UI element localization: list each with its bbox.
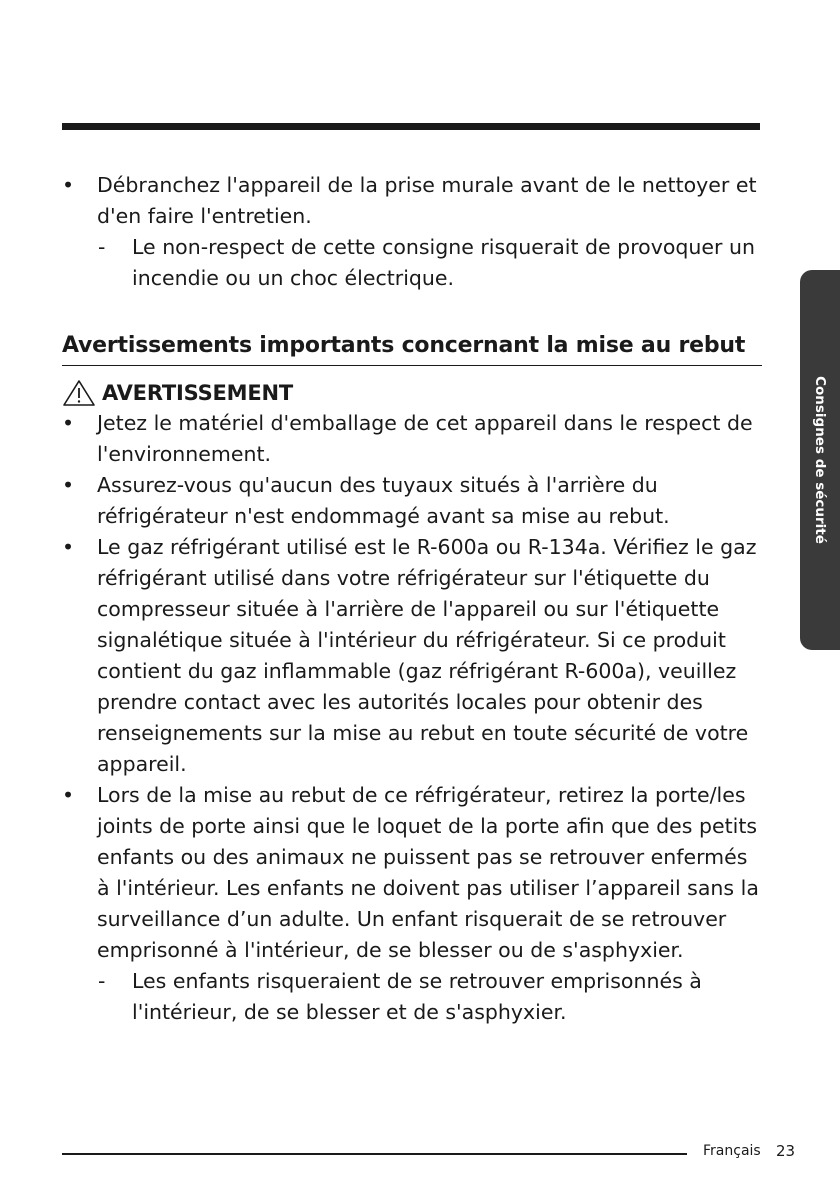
item-text: Assurez-vous qu'aucun des tuyaux situés à l'arrière du réfrigérateur n'est endommagé avant sa mise au rebut. (97, 473, 670, 528)
warning-label: AVERTISSEMENT (102, 381, 293, 405)
sub-item (62, 966, 762, 1028)
list-item (62, 170, 762, 232)
list-item (62, 470, 762, 532)
item-text: Le gaz réfrigérant utilisé est le R-600a ou R-134a. Vérifiez le gaz réfrigérant utilisé dans votre réfrigérateur sur l'étiquette du compresseur située à l'arrière de l'appareil ou sur l'étiquette signalétique située à l'intérieur du réfrigérateur. Si ce produit contient du gaz inflammable (gaz réfrigérant R-600a), veuillez prendre contact avec les autorités locales pour obtenir des renseignements sur la mise au rebut en toute sécurité de votre appareil. (97, 535, 757, 776)
dash: - (98, 235, 106, 259)
sub-item (62, 232, 762, 294)
dash: - (98, 969, 106, 993)
bullet: • (62, 473, 75, 497)
footer-language: Français (703, 1143, 761, 1159)
bullet: • (62, 411, 75, 435)
list-item (62, 780, 762, 966)
list-item (62, 532, 762, 780)
section-tab-label: Consignes de sécurité (812, 376, 828, 544)
page-number: 23 (776, 1142, 796, 1160)
item-text: Lors de la mise au rebut de ce réfrigérateur, retirez la porte/les joints de porte ainsi que le loquet de la porte afin que des petits enfants ou des animaux ne puissent pas se retrouver enfermés à l'intérieur. Les enfants ne doivent pas utiliser l’appareil sans la surveillance d’un adulte. Un enfant risquerait de se retrouver emprisonné à l'intérieur, de se blesser ou de s'asphyxier. (97, 783, 759, 962)
bullet: • (62, 783, 75, 807)
sub-item-text: Les enfants risqueraient de se retrouver emprisonnés à l'intérieur, de se blesser et de s'asphyxier. (132, 969, 702, 1024)
bullet: • (62, 173, 75, 197)
section-heading: Avertissements importants concernant la mise au rebut (62, 330, 762, 366)
item-text: Jetez le matériel d'emballage de cet appareil dans le respect de l'environnement. (97, 411, 753, 466)
bullet: • (62, 535, 75, 559)
sub-item-text: Le non-respect de cette consigne risquerait de provoquer un incendie ou un choc électrique. (132, 235, 755, 290)
warning-triangle-icon (62, 379, 96, 407)
top-rule (62, 123, 760, 130)
section-tab (800, 270, 840, 650)
warning-header (62, 378, 762, 408)
footer-rule (62, 1153, 687, 1155)
item-text: Débranchez l'appareil de la prise murale avant de le nettoyer et d'en faire l'entretien. (97, 173, 757, 228)
page-content (62, 170, 762, 1028)
list-item (62, 408, 762, 470)
